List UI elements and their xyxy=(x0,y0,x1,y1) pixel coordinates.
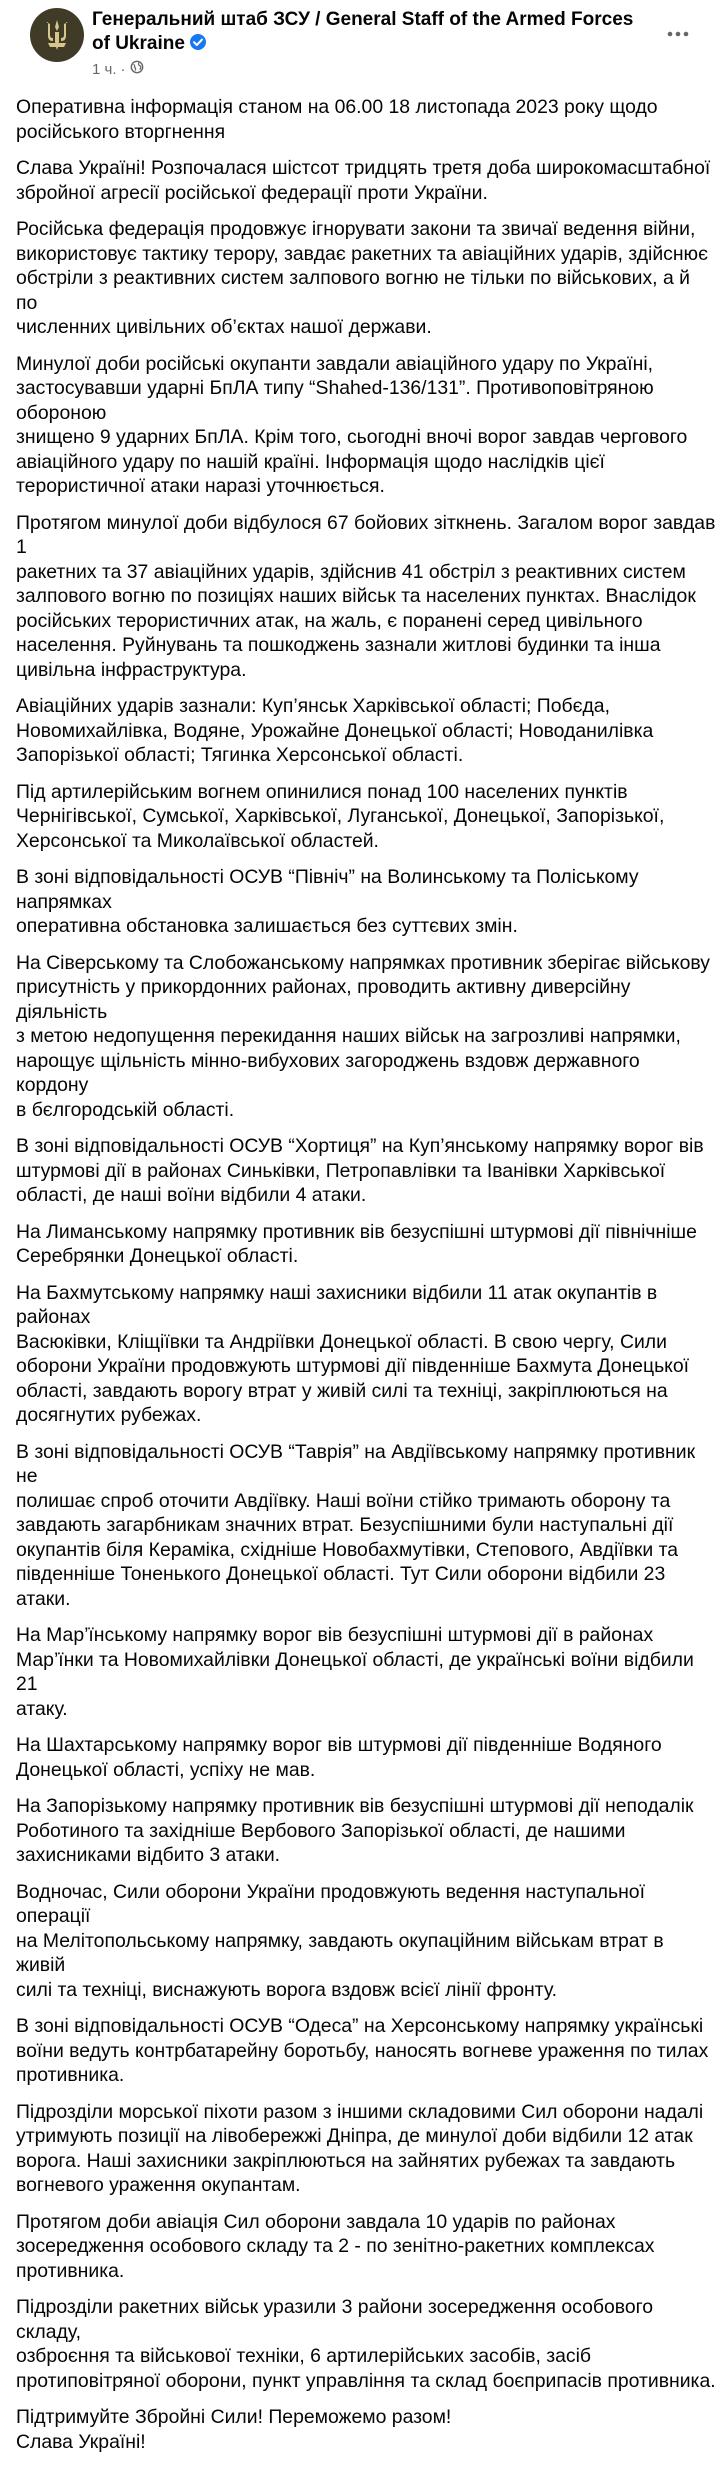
post-paragraph: Під артилерійським вогнем опинилися понад 100 населених пунктів Чернігівської, Сумської, Харківської, Луганської, Донецької, Запорізької, Херсонської та Миколаївської областей. xyxy=(16,780,665,852)
post-paragraph: На Сіверському та Слобожанському напрямках противник зберігає військову присутність у прикордонних районах, проводить активну диверсійну діяльність з метою недопущення перекидання наших військ на загрозливі напрямки, нарощує щільність мінно-вибухових загороджень вздовж державного кордону в бєлгородській області. xyxy=(16,951,710,1121)
author-name[interactable] xyxy=(92,8,652,58)
post-paragraph: Підрозділи морської піхоти разом з іншими складовими Сил оборони надалі утримують позиції на лівобережжі Дніпра, де минулої доби відбили 12 атак ворога. Наші захисники закріплюються на зайнятих рубежах та завдають вогневого ураження окупантам. xyxy=(16,2100,704,2196)
more-options-icon[interactable] xyxy=(660,16,696,52)
post-paragraph: В зоні відповідальності ОСУВ “Таврія” на Авдіївському напрямку противник не полишає спроб оточити Авдіївку. Наші воїни стійко тримають оборону та завдають загарбникам значних втрат. Безуспішними були наступальні дії окупантів біля Кераміка, східніше Новобахмутівки, Степового, Авдіївки та південніше Тоненького Донецької області. Тут Сили оборони відбили 23 атаки. xyxy=(16,1440,696,1610)
post-paragraph: Слава Україні! Розпочалася шістсот тридцять третя доба широкомасштабної збройної агресії російської федерації проти України. xyxy=(16,157,711,204)
post-meta xyxy=(92,60,144,78)
post-header xyxy=(16,0,710,92)
post-paragraph: На Мар’їнському напрямку ворог вів безуспішні штурмові дії в районах Мар’їнки та Новомихайлівки Донецької області, де українські воїни відбили 21 атаку. xyxy=(16,1624,694,1720)
post-paragraph: Авіаційних ударів зазнали: Куп’янськ Харківської області; Побєда, Новомихайлівка, Водяне, Урожайне Донецької області; Новоданилівка Запорізької області; Тягинка Херсонської області. xyxy=(16,695,654,766)
post-paragraph: В зоні відповідальності ОСУВ “Одеса” на Херсонському напрямку українські воїни ведуть контрбатарейну боротьбу, наносять вогневе ураження по тилах противника. xyxy=(16,2015,709,2086)
trident-emblem-icon xyxy=(42,18,72,52)
post-paragraph: В зоні відповідальності ОСУВ “Північ” на Волинському та Поліському напрямках оперативна обстановка залишається без суттєвих змін. xyxy=(16,866,639,937)
post-paragraph: Російська федерація продовжує ігнорувати закони та звичаї ведення війни, використовує тактику терору, завдає ракетних та авіаційних ударів, здійснює обстріли з реактивних систем залпового вогню не тільки по військових, а й по численних цивільних об’єктах нашої держави. xyxy=(16,218,708,338)
globe-icon[interactable] xyxy=(130,60,144,78)
post-paragraph: В зоні відповідальності ОСУВ “Хортиця” на Куп’янському напрямку ворог вів штурмові дії в районах Синьківки, Петропавлівки та Іванівки Харківської області, де наші воїни відбили 4 атаки. xyxy=(16,1135,704,1206)
post-paragraph: Підрозділи ракетних військ уразили 3 райони зосередження особового складу, озброєння та військової техніки, 6 артилерійських засобів, засіб протиповітряної оборони, пункт управління та склад боєприпасів противника. xyxy=(16,2296,716,2392)
post-paragraph: На Лиманському напрямку противник вів безуспішні штурмові дії північніше Серебрянки Донецької області. xyxy=(16,1220,697,1267)
post-paragraph: На Запорізькому напрямку противник вів безуспішні штурмові дії неподалік Роботиного та західніше Вербового Запорізької області, де нашими захисниками відбито 3 атаки. xyxy=(16,1795,694,1866)
verified-badge-icon xyxy=(189,33,207,58)
post-body xyxy=(16,95,716,2466)
post-timestamp[interactable]: 1 ч. xyxy=(92,60,117,78)
post-paragraph: Протягом минулої доби відбулося 67 бойових зіткнень. Загалом ворог завдав 1 ракетних та 37 авіаційних ударів, здійснив 41 обстріл з реактивних систем залпового вогню по позиціях наших військ та населених пунктах. Внаслідок російських терористичних атак, на жаль, є поранені серед цивільного населення. Руйнувань та пошкоджень зазнали житлові будинки та інша цивільна інфраструктура. xyxy=(16,511,716,681)
author-name-text[interactable]: Генеральний штаб ЗСУ / General Staff of the Armed Forces of Ukraine xyxy=(92,9,634,54)
avatar[interactable] xyxy=(30,8,84,62)
meta-separator: · xyxy=(120,60,126,78)
post-paragraph: На Бахмутському напрямку наші захисники відбили 11 атак окупантів в районах Васюківки, Кліщіївки та Андріївки Донецької області. В свою чергу, Сили оборони України продовжують штурмові дії південніше Бахмута Донецької області, завдають ворогу втрат у живій силі та техніці, закріплюються на досягнутих рубежах. xyxy=(16,1281,690,1426)
post-paragraph: Підтримуйте Збройні Сили! Переможемо разом! Слава Україні! xyxy=(16,2406,452,2453)
post-paragraph: Водночас, Сили оборони України продовжують ведення наступальної операції на Мелітопольському напрямку, завдають окупаційним військам втрат в живій силі та техніці, виснажують ворога вздовж всієї лінії фронту. xyxy=(16,1880,664,2001)
post-paragraph: Протягом доби авіація Сил оборони завдала 10 ударів по районах зосередження особового складу та 2 - по зенітно-ракетних комплексах противника. xyxy=(16,2210,655,2282)
post-paragraph: На Шахтарському напрямку ворог вів штурмові дії південніше Водяного Донецької області, успіху не мав. xyxy=(16,1734,662,1781)
post-paragraph: Оперативна інформація станом на 06.00 18 листопада 2023 року щодо російського вторгнення xyxy=(16,96,658,143)
post-paragraph: Минулої доби російські окупанти завдали авіаційного удару по Україні, застосувавши ударні БпЛА типу “Shahed-136/131”. Противоповітряною обороною знищено 9 ударних БпЛА. Крім того, сьогодні вночі ворог завдав чергового авіаційного удару по нашій країні. Інформація щодо наслідків цієї терористичної атаки наразі уточнюється. xyxy=(16,352,688,497)
